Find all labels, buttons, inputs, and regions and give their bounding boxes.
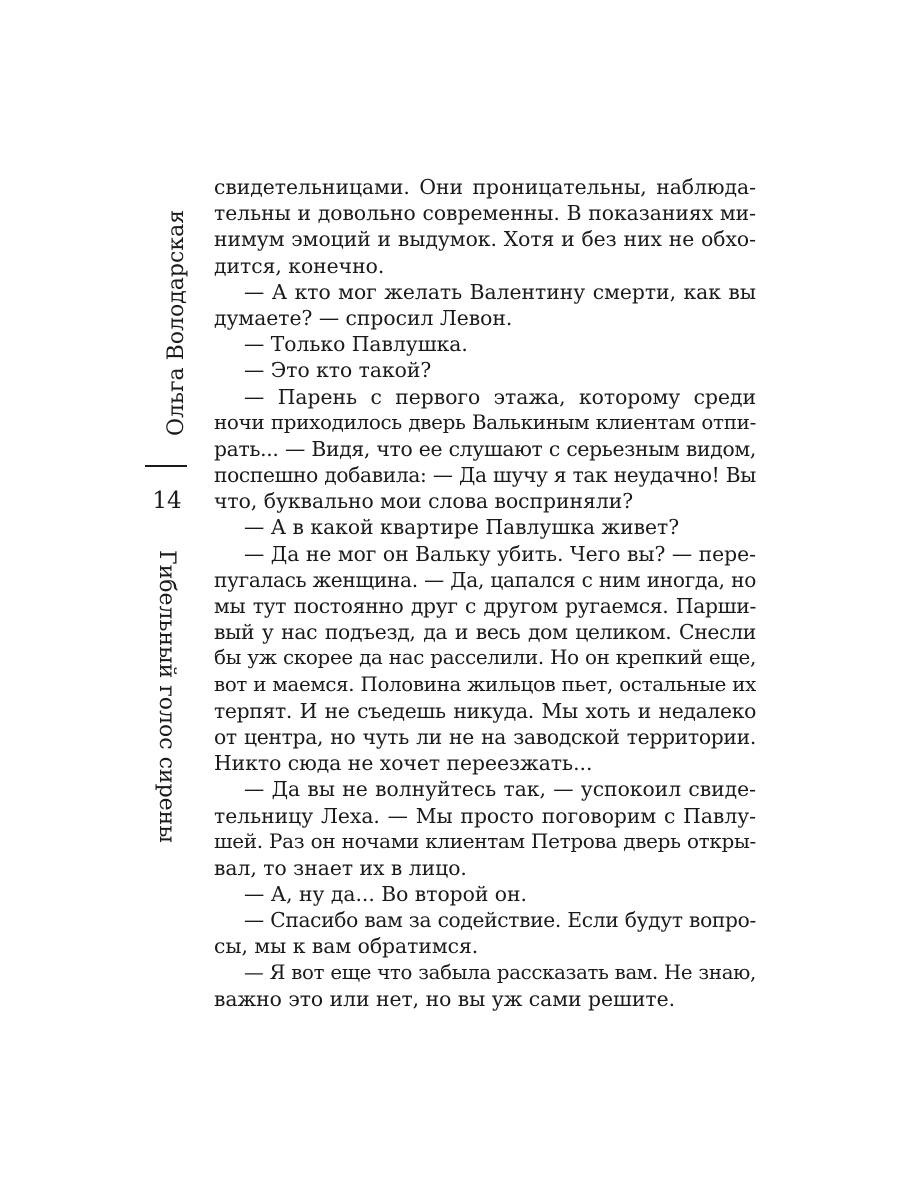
text-line: пугалась женщина. — Да, цапался с ним иногда, но — [214, 567, 756, 592]
text-line: Никто сюда не хочет переезжать... — [214, 751, 593, 776]
text-line: важно это или нет, но вы уж сами решите. — [214, 986, 676, 1011]
text-line: рать... — Видя, что ее слушают с серьезным видом, — [214, 436, 756, 461]
text-line: поспешно добавила: — Да шучу я так неудачно! Вы — [214, 463, 756, 488]
running-head-author: Ольга Володарская — [164, 209, 189, 436]
text-line: — Только Павлушка. — [244, 332, 468, 357]
running-head-book-title: Гибельный голос сирены — [154, 550, 179, 843]
text-line: мы тут постоянно друг с другом ругаемся. Парши- — [214, 594, 756, 618]
text-line: — А в какой квартире Павлушка живет? — [244, 515, 680, 540]
text-line: свидетельницами. Они проницательны, наблюда- — [214, 175, 756, 199]
text-line: вот и маемся. Половина жильцов пьет, остальные их — [214, 672, 756, 696]
text-line: от центра, но чуть ли не на заводской территории. — [214, 724, 756, 749]
text-line: — Парень с первого этажа, которому среди — [244, 384, 756, 409]
text-line: вый у нас подъезд, да и весь дом целиком. Снесли — [214, 620, 756, 645]
text-line: сы, мы к вам обратимся. — [214, 934, 479, 959]
text-line: тельницу Леха. — Мы просто поговорим с Павлу- — [214, 803, 756, 828]
text-line: ночи приходилось дверь Валькиным клиентам отпи- — [214, 410, 756, 434]
text-line: дится, конечно. — [214, 253, 385, 278]
body-text — [214, 174, 756, 1012]
text-line: — Спасибо вам за содействие. Если будут вопро- — [244, 908, 756, 933]
text-line: — А, ну да... Во второй он. — [244, 882, 527, 907]
running-head-divider — [145, 465, 187, 467]
text-line: терпят. И не съедешь никуда. Мы хоть и недалеко — [214, 698, 756, 723]
text-line: тельны и довольно современны. В показаниях ми- — [214, 201, 756, 226]
page-number: 14 — [152, 488, 182, 514]
text-line: — А кто мог желать Валентину смерти, как вы — [244, 279, 756, 304]
text-line: — Это кто такой? — [244, 358, 432, 383]
text-line: — Я вот еще что забыла рассказать вам. Не знаю, — [244, 960, 756, 984]
text-line: нимум эмоций и выдумок. Хотя и без них не обхо- — [214, 227, 756, 252]
text-line: — Да не мог он Вальку убить. Чего вы? — пере- — [244, 541, 756, 566]
text-line: бы уж скорее да нас расселили. Но он крепкий еще, — [214, 646, 756, 670]
text-line: вал, то знает их в лицо. — [214, 855, 467, 880]
text-line: — Да вы не волнуйтесь так, — успокоил свиде- — [244, 777, 756, 802]
text-line: думаете? — спросил Левон. — [214, 305, 513, 330]
text-line: шей. Раз он ночами клиентам Петрова дверь откры- — [214, 829, 756, 853]
text-line: что, буквально мои слова восприняли? — [214, 489, 634, 514]
